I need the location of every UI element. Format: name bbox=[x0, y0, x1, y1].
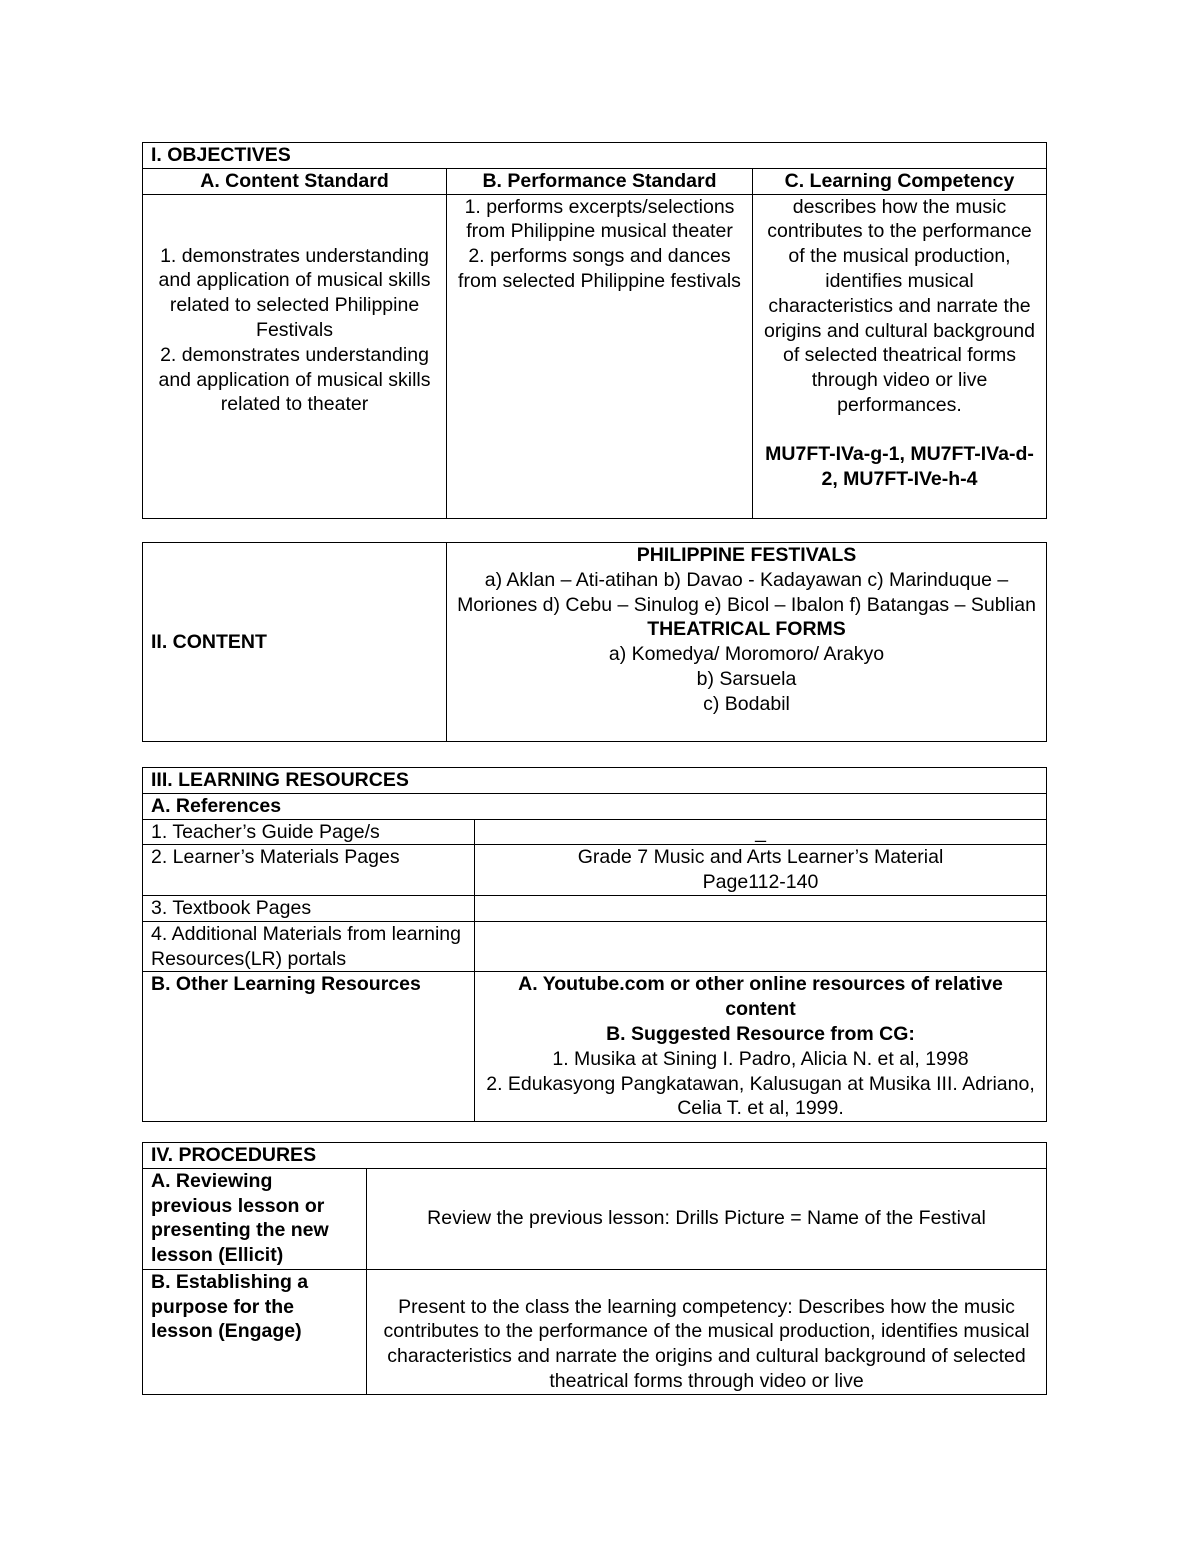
objectives-heading: I. OBJECTIVES bbox=[143, 143, 1047, 169]
performance-standard-cell bbox=[447, 194, 753, 518]
learning-competency-text: describes how the music contributes to the performance of the musical production, identifies musical characteristics and narrate the origins and cultural background of selected theatrical forms through video or live performances. bbox=[763, 195, 1035, 416]
theatrical-b: b) Sarsuela bbox=[696, 667, 797, 690]
performance-standard-header: B. Performance Standard bbox=[447, 168, 753, 194]
procedure-b-value: Present to the class the learning competency: Describes how the music contributes to the performance of the musical production, identifies musical characteristics and narrate the origins and cultural background of selected theatrical forms through video or live bbox=[367, 1269, 1047, 1394]
learners-materials-value-2: Page112-140 bbox=[702, 871, 819, 894]
procedure-b-label: B. Establishing a purpose for the lesson (Engage) bbox=[143, 1269, 367, 1394]
festivals-list: a) Aklan – Ati-atihan b) Davao - Kadayawan c) Marinduque – Moriones d) Cebu – Sinulog e) Bicol – Ibalon f) Batangas – Sublian bbox=[457, 568, 1036, 616]
other-resources-cell bbox=[475, 972, 1047, 1122]
resources-table bbox=[142, 767, 1047, 1122]
procedure-a-value: Review the previous lesson: Drills Picture = Name of the Festival bbox=[367, 1168, 1047, 1269]
other-resources-b2: 2. Edukasyong Pangkatawan, Kalusugan at Musika III. Adriano, Celia T. et al, 1999. bbox=[486, 1072, 1035, 1120]
festivals-title: PHILIPPINE FESTIVALS bbox=[636, 544, 857, 566]
learners-materials-cell bbox=[475, 845, 1047, 896]
theatrical-title: THEATRICAL FORMS bbox=[647, 618, 846, 641]
references-heading: A. References bbox=[143, 793, 1047, 819]
other-resources-b1: 1. Musika at Sining I. Padro, Alicia N. et al, 1998 bbox=[552, 1047, 969, 1070]
learning-competency-cell bbox=[753, 194, 1047, 518]
performance-standard-2: 2. performs songs and dances from selected Philippine festivals bbox=[458, 245, 741, 292]
resources-heading: III. LEARNING RESOURCES bbox=[143, 768, 1047, 794]
teachers-guide-value: _ bbox=[475, 819, 1047, 845]
other-resources-b: B. Suggested Resource from CG: bbox=[606, 1022, 915, 1045]
competency-codes: MU7FT-IVa-g-1, MU7FT-IVa-d-2, MU7FT-IVe-h-4 bbox=[765, 442, 1034, 490]
content-standard-cell bbox=[143, 194, 447, 518]
textbook-value bbox=[475, 895, 1047, 921]
theatrical-c: c) Bodabil bbox=[703, 692, 790, 715]
additional-materials-value bbox=[475, 921, 1047, 972]
learning-competency-header: C. Learning Competency bbox=[753, 168, 1047, 194]
theatrical-a: a) Komedya/ Moromoro/ Arakyo bbox=[608, 643, 885, 666]
other-resources-a: A. Youtube.com or other online resources of relative content bbox=[518, 973, 1003, 1021]
textbook-label: 3. Textbook Pages bbox=[143, 895, 475, 921]
learners-materials-label: 2. Learner’s Materials Pages bbox=[143, 845, 475, 896]
procedure-a-label: A. Reviewing previous lesson or presenting the new lesson (Ellicit) bbox=[143, 1168, 367, 1269]
content-standard-2: 2. demonstrates understanding and application of musical skills related to theater bbox=[158, 343, 431, 416]
content-cell bbox=[447, 543, 1047, 742]
objectives-table bbox=[142, 142, 1047, 519]
content-standard-1: 1. demonstrates understanding and application of musical skills related to selected Philippine Festivals bbox=[158, 244, 431, 341]
performance-standard-1: 1. performs excerpts/selections from Philippine musical theater bbox=[464, 195, 735, 243]
content-standard-header: A. Content Standard bbox=[143, 168, 447, 194]
content-heading: II. CONTENT bbox=[143, 543, 447, 742]
content-table bbox=[142, 542, 1047, 742]
other-resources-label: B. Other Learning Resources bbox=[143, 972, 475, 1122]
teachers-guide-label: 1. Teacher’s Guide Page/s bbox=[143, 819, 475, 845]
learners-materials-value-1: Grade 7 Music and Arts Learner’s Material bbox=[577, 846, 944, 869]
additional-materials-label: 4. Additional Materials from learning Resources(LR) portals bbox=[143, 921, 475, 972]
procedures-heading: IV. PROCEDURES bbox=[143, 1143, 1047, 1169]
procedures-table bbox=[142, 1142, 1047, 1395]
